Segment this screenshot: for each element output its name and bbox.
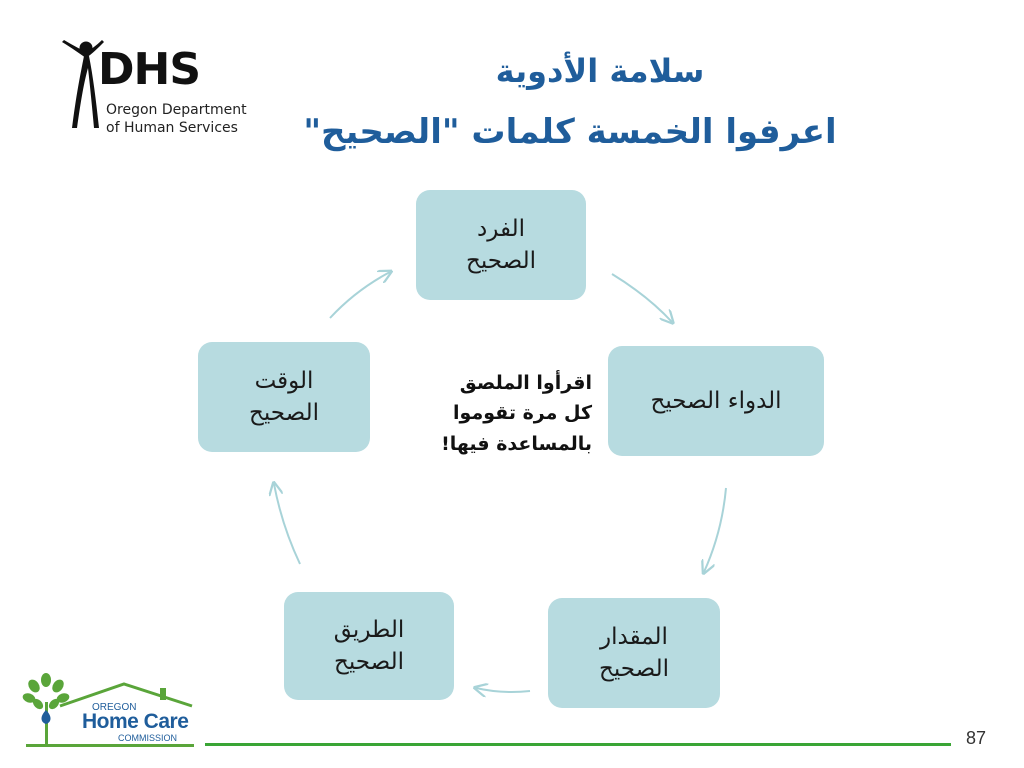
homecare-logo-bottom: COMMISSION (118, 733, 178, 743)
dhs-logo-line1: Oregon Department (106, 102, 247, 118)
node-right-route-line1: الطريق (333, 616, 405, 643)
arrow-drug-to-dose (704, 488, 726, 572)
arrow-person-to-drug (612, 274, 672, 322)
center-note-line3: بالمساعدة فيها! (441, 432, 592, 455)
node-right-drug (608, 346, 824, 456)
node-right-drug-line1: الدواء الصحيح (650, 387, 782, 414)
homecare-logo (20, 672, 200, 752)
center-note-line1: اقرأوا الملصق (459, 372, 592, 394)
node-right-time-line1: الوقت (254, 367, 314, 394)
footer-divider (205, 743, 951, 746)
node-right-dose (548, 598, 720, 708)
arrow-route-to-time (274, 484, 300, 564)
homecare-logo-main: Home Care (82, 710, 189, 733)
arrow-dose-to-route (476, 688, 530, 692)
node-right-dose-line1: المقدار (600, 623, 668, 650)
node-right-time-line2: الصحيح (249, 400, 319, 426)
node-right-person-line1: الفرد (477, 215, 525, 242)
node-right-dose-line2: الصحيح (599, 656, 669, 682)
center-note-line2: كل مرة تقوموا (453, 402, 592, 425)
page-title: سلامة الأدوية (495, 52, 705, 90)
page-subtitle: اعرفوا الخمسة كلمات "الصحيح" (303, 112, 837, 152)
page-number: 87 (966, 728, 987, 748)
node-right-route-line2: الصحيح (334, 649, 404, 675)
node-right-route (284, 592, 454, 700)
node-right-person-line2: الصحيح (466, 248, 536, 274)
node-right-person (416, 190, 586, 300)
homecare-logo-top: OREGON (92, 702, 137, 713)
dhs-wordmark: DHS (98, 44, 201, 95)
arrow-time-to-person (330, 272, 390, 318)
dhs-logo-line2: of Human Services (106, 120, 238, 136)
node-right-time (198, 342, 370, 452)
center-note (396, 368, 592, 459)
